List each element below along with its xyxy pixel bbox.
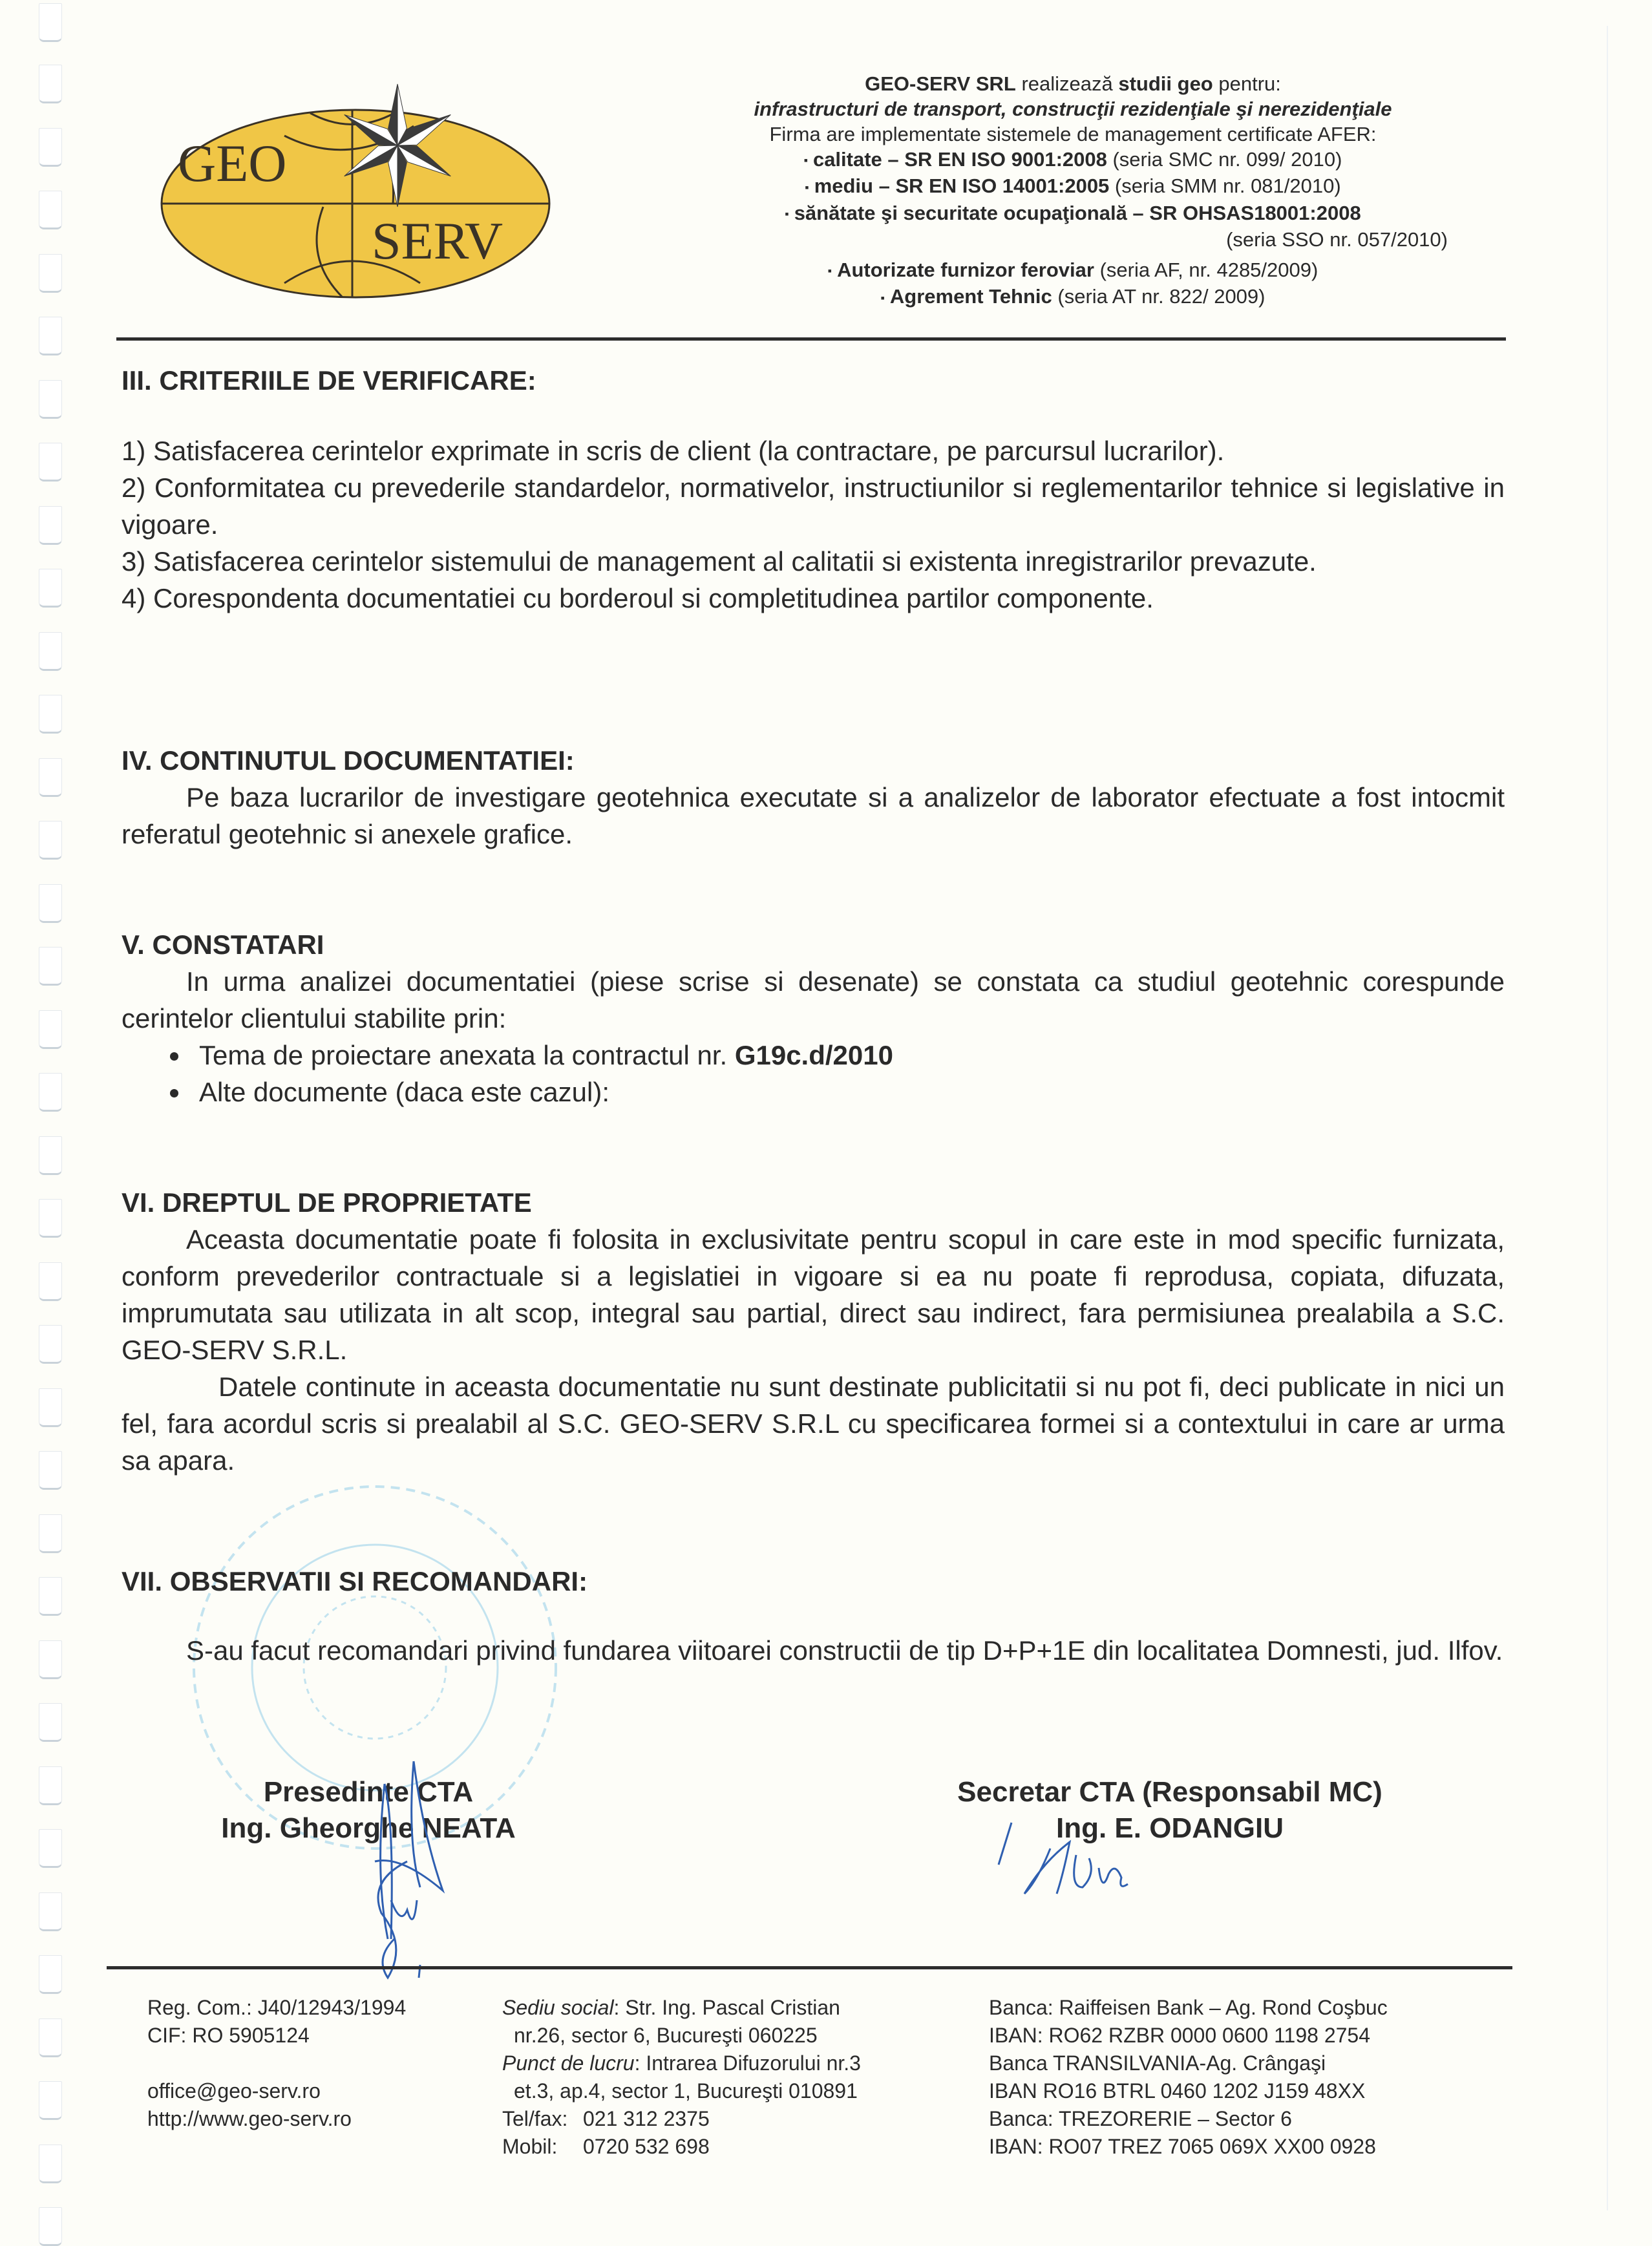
- header-line-1: GEO-SERV SRL realizează studii geo pentru:: [865, 72, 1281, 95]
- signer-role: Secretar CTA (Responsabil MC): [957, 1776, 1382, 1808]
- section-findings: [122, 926, 1505, 1110]
- handwritten-signature-president: [304, 1745, 498, 1991]
- phone-number: 021 312 2375: [583, 2107, 710, 2130]
- section-observations: [122, 1563, 1505, 1669]
- section-title: III. CRITERIILE DE VERIFICARE:: [122, 365, 536, 396]
- criteria-item: 1) Satisfacerea cerintelor exprimate in scris de client (la contractare, pe parcursul lucrarilor).: [122, 436, 1225, 466]
- list-item: ▪ mediu – SR EN ISO 14001:2005 (seria SMM nr. 081/2010): [805, 175, 1341, 198]
- cert-series-sso: (seria SSO nr. 057/2010): [1226, 228, 1448, 251]
- handwritten-signature-secretary: [992, 1803, 1160, 1907]
- footer-banking: [989, 1994, 1506, 2161]
- section-body: Pe baza lucrarilor de investigare geotehnica executate si a analizelor de laborator efectuate a fost intocmit referatul geotehnic si anexele grafice.: [122, 782, 1505, 849]
- signature-block-secretary: [879, 1774, 1461, 1847]
- iban: IBAN: RO07 TREZ 7065 069X XX00 0928: [989, 2135, 1376, 2158]
- signer-name: Ing. Gheorghe NEATA: [221, 1812, 516, 1844]
- list-item: ▪ Autorizate furnizor feroviar (seria AF, nr. 4285/2009): [827, 258, 1318, 281]
- authorizations-list: [646, 257, 1499, 311]
- section-title: V. CONSTATARI: [122, 929, 324, 960]
- bullet-icon: ▪: [827, 264, 832, 278]
- bullet-icon: ▪: [880, 291, 885, 304]
- bank-name: Banca TRANSILVANIA-Ag. Crângaşi: [989, 2051, 1326, 2075]
- section-body: S-au facut recomandari privind fundarea viitoarei constructii de tip D+P+1E din localitatea Domnesti, jud. Ilfov.: [186, 1635, 1503, 1666]
- contract-number: G19c.d/2010: [734, 1040, 893, 1070]
- page-edge-line: [1607, 26, 1608, 2210]
- section-paragraph: Aceasta documentatie poate fi folosita in exclusivitate pentru scopul in care este in mod specific furnizata, conform prevederilor contractuale si a legislatiei in vigoare si ea nu poate fi reprodusa, copiata, difuzata, imprumutata sau utilizata in alt scop, integral sau partial, direct sau indirect, fara permisiunea prealabila a S.C. GEO-SERV S.R.L.: [122, 1224, 1505, 1365]
- binding-holes: [39, 0, 65, 2242]
- logo-text-serv: SERV: [372, 211, 503, 270]
- company-logo: [149, 78, 569, 310]
- signer-role: Presedinte CTA: [263, 1776, 474, 1808]
- criteria-item: 2) Conformitatea cu prevederile standardelor, normativelor, instructiunilor si reglementarilor tehnice si legislative in vigoare.: [122, 472, 1505, 540]
- section-paragraph: Datele continute in aceasta documentatie nu sunt destinate publicitatii si nu pot fi, deci publicate in nici un fel, fara acordul scris si prealabil al S.C. GEO-SERV S.R.L cu specificarea formei si a contextului in care ar urma sa apara.: [122, 1372, 1505, 1476]
- section-criteria: [122, 362, 1505, 617]
- iban: IBAN: RO62 RZBR 0000 0600 1198 2754: [989, 2024, 1370, 2047]
- iban: IBAN RO16 BTRL 0460 1202 J159 48XX: [989, 2079, 1366, 2103]
- section-title: VII. OBSERVATII SI RECOMANDARI:: [122, 1566, 588, 1596]
- list-item: Tema de proiectare anexata la contractul nr. G19c.d/2010: [199, 1037, 1505, 1074]
- bank-name: Banca: Raiffeisen Bank – Ag. Rond Coşbuc: [989, 1996, 1388, 2019]
- bullet-icon: ▪: [805, 180, 809, 194]
- section-property-rights: [122, 1184, 1505, 1479]
- email-link[interactable]: office@geo-serv.ro: [147, 2079, 321, 2103]
- footer-divider: [107, 1966, 1512, 1969]
- logo-text-geo: GEO: [178, 134, 287, 193]
- section-title: VI. DREPTUL DE PROPRIETATE: [122, 1187, 532, 1218]
- header-line-2: infrastructuri de transport, construcţii rezidenţiale şi nerezidenţiale: [754, 98, 1392, 120]
- sediu-label: Sediu social: [502, 1996, 614, 2019]
- section-content: [122, 742, 1505, 853]
- certifications-list: [646, 147, 1499, 227]
- header-line-3: Firma are implementate sistemele de management certificate AFER:: [769, 123, 1377, 145]
- mobile-number: 0720 532 698: [583, 2135, 710, 2158]
- punct-label: Punct de lucru: [502, 2051, 635, 2075]
- list-item: ▪ calitate – SR EN ISO 9001:2008 (seria SMC nr. 099/ 2010): [803, 148, 1342, 171]
- website-link[interactable]: http://www.geo-serv.ro: [147, 2107, 352, 2130]
- section-body: In urma analizei documentatiei (piese scrise si desenate) se constata ca studiul geotehnic corespunde cerintelor clientului stabilite prin:: [122, 966, 1505, 1033]
- footer-address: Sediu social: Str. Ing. Pascal Cristian nr.26, sector 6, Bucureşti 060225 Punct de lucru: Intrarea Difuzorului nr.3 et.3, ap.4, sector 1, Bucureşti 010891 Tel/fax: 021 312 2375 Mobil: 0720 532 698: [502, 1996, 861, 2158]
- bullet-icon: ▪: [785, 207, 789, 220]
- bullet-icon: ▪: [803, 154, 808, 167]
- cif: CIF: RO 5905124: [147, 2024, 310, 2047]
- list-item: ▪ Agrement Tehnic (seria AT nr. 822/ 2009): [880, 285, 1265, 308]
- list-item: Alte documente (daca este cazul):: [199, 1074, 1505, 1110]
- footer-registration: [147, 1994, 471, 2133]
- bank-name: Banca: TREZORERIE – Sector 6: [989, 2107, 1292, 2130]
- criteria-item: 4) Corespondenta documentatiei cu borderoul si completitudinea partilor componente.: [122, 583, 1154, 613]
- signer-name: Ing. E. ODANGIU: [1056, 1812, 1284, 1844]
- company-header: [646, 71, 1499, 311]
- header-divider: [116, 337, 1506, 341]
- findings-list: [122, 1037, 1505, 1110]
- reg-com: Reg. Com.: J40/12943/1994: [147, 1996, 407, 2019]
- criteria-item: 3) Satisfacerea cerintelor sistemului de management al calitatii si existenta inregistrarilor prevazute.: [122, 546, 1317, 577]
- section-title: IV. CONTINUTUL DOCUMENTATIEI:: [122, 745, 575, 776]
- list-item: ▪ sănătate şi securitate ocupaţională – SR OHSAS18001:2008: [785, 201, 1361, 224]
